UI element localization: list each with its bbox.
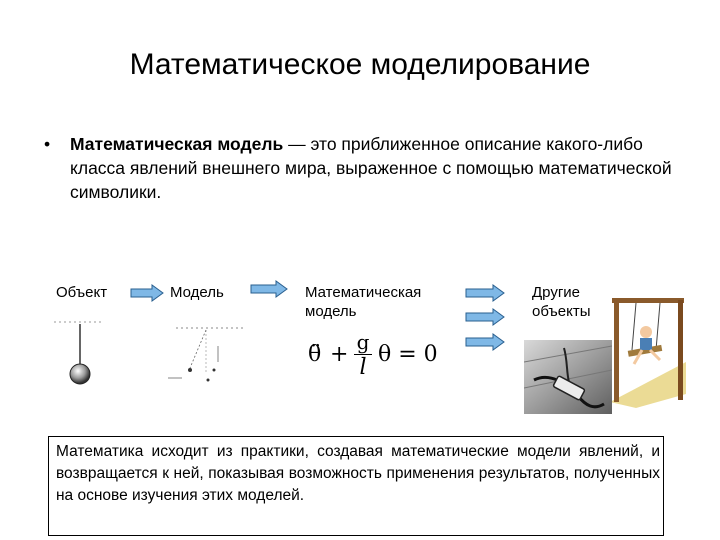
formula-fraction [352, 330, 374, 381]
math-model-label-line2: модель [305, 303, 357, 320]
page-title: Математическое моделирование [129, 48, 591, 81]
object-label: Объект [56, 284, 108, 301]
math-model-label [305, 283, 421, 321]
definition-body: — это приближенное описание какого-либо класса явлений внешнего мира, выраженное с помощью математической символики. [70, 134, 672, 202]
arrow-right-icon [130, 284, 164, 302]
other-objects-label-line1: Другие [532, 284, 581, 301]
model-label: Модель [170, 284, 224, 301]
formula-theta-ddot: θ̈ [308, 342, 322, 367]
definition-term: Математическая модель [70, 134, 284, 154]
device-photo-image [524, 340, 612, 414]
arrow-right-icon [250, 280, 288, 298]
formula-plus: + [330, 342, 349, 367]
model-diagram-image [160, 322, 255, 388]
arrow-right-icon [465, 308, 505, 326]
math-model-label-line1: Математическая [305, 284, 422, 301]
pendulum-image [52, 318, 112, 388]
other-objects-label-line2: объекты [532, 303, 591, 320]
pendulum-formula [308, 330, 438, 390]
bullet-dot: • [44, 134, 51, 154]
swing-image [606, 290, 690, 410]
formula-numerator: g [356, 330, 370, 354]
conclusion-text: Математика исходит из практики, создавая математические модели явлений, и возвращается к ней, показывая возможность применения результатов, полученных на основе изучения этих моделей. [56, 443, 660, 504]
formula-rest: θ = 0 [378, 342, 438, 367]
other-objects-label [532, 283, 591, 321]
formula-denominator: l [359, 355, 367, 380]
arrow-right-icon [465, 284, 505, 302]
arrow-right-icon [465, 333, 505, 351]
definition-text [70, 132, 690, 204]
